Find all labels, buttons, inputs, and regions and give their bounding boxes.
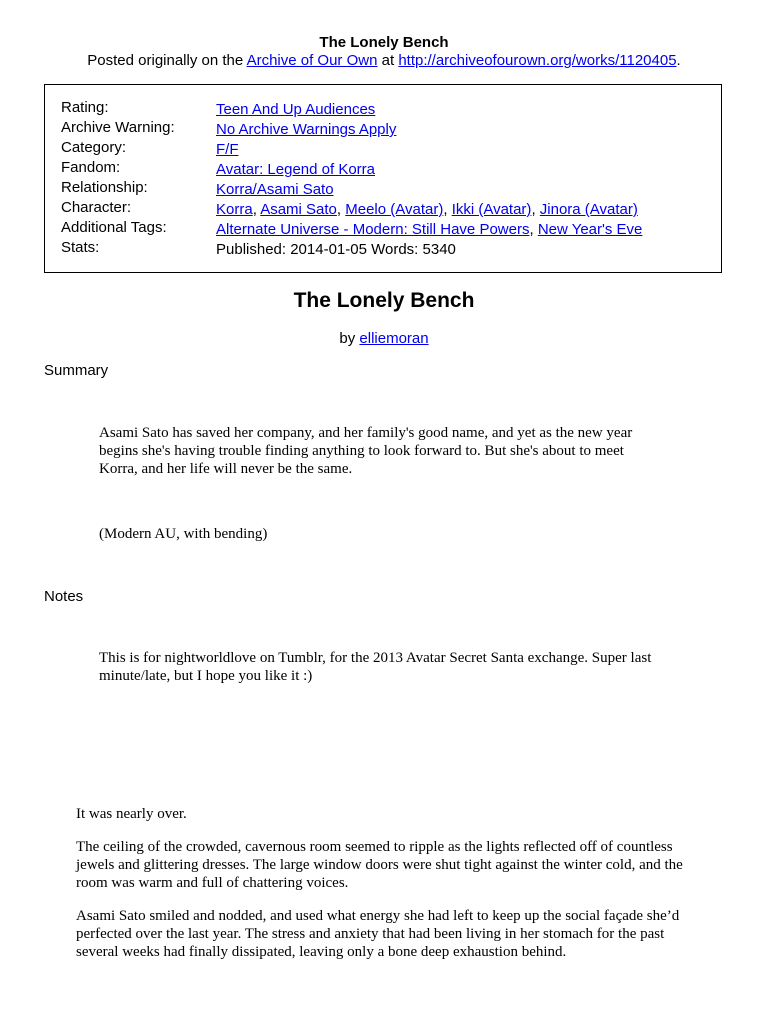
work-url-link[interactable]: http://archiveofourown.org/works/1120405 bbox=[398, 52, 677, 69]
summary-paragraph: Asami Sato has saved her company, and her family's good name, and yet as the new year begins she's having trouble finding anything to look forward to. But she's about to meet Korra, and her life will never be the same. bbox=[99, 425, 633, 477]
character-link-meelo[interactable]: Meelo (Avatar) bbox=[345, 201, 444, 218]
character-link-ikki[interactable]: Ikki (Avatar) bbox=[451, 201, 532, 218]
warning-link[interactable]: No Archive Warnings Apply bbox=[216, 121, 397, 138]
stats-value: Published: 2014-01-05 Words: 5340 bbox=[216, 241, 456, 258]
story-paragraph: Asami Sato smiled and nodded, and used what energy she had left to keep up the social façade she’d perfected over the last year. The stress and anxiety that had been living in her stomach for the past several weeks had finally dissipated, leaving only a bone deep exhaustion behind. bbox=[76, 908, 680, 960]
author-link[interactable]: elliemoran bbox=[359, 330, 429, 347]
notes-text bbox=[99, 649, 659, 685]
relationship-link[interactable]: Korra/Asami Sato bbox=[216, 181, 334, 198]
tag-link-modern-au[interactable]: Alternate Universe - Modern: Still Have Powers bbox=[216, 221, 530, 238]
notes-heading: Notes bbox=[44, 588, 84, 605]
period: . bbox=[676, 52, 681, 69]
warning-label: Archive Warning: bbox=[61, 119, 175, 136]
separator: , bbox=[443, 201, 452, 218]
character-link-jinora[interactable]: Jinora (Avatar) bbox=[539, 201, 638, 218]
story-paragraph: The ceiling of the crowded, cavernous room seemed to ripple as the lights reflected off of countless jewels and glittering dresses. The large window doors were shut tight against the winter cold, and the room was warm and full of chattering voices. bbox=[76, 839, 683, 891]
character-link-korra[interactable]: Korra bbox=[216, 201, 253, 218]
posted-originally-line bbox=[0, 52, 768, 69]
fandom-link[interactable]: Avatar: Legend of Korra bbox=[216, 161, 375, 178]
archive-of-our-own-link[interactable]: Archive of Our Own bbox=[246, 52, 378, 69]
category-label: Category: bbox=[61, 139, 127, 156]
character-label: Character: bbox=[61, 199, 132, 216]
at-text: at bbox=[377, 52, 399, 69]
tags-label: Additional Tags: bbox=[61, 219, 167, 236]
tag-link-new-years-eve[interactable]: New Year's Eve bbox=[537, 221, 643, 238]
story-paragraph: It was nearly over. bbox=[76, 806, 187, 822]
document-header-title: The Lonely Bench bbox=[319, 34, 449, 51]
rating-link[interactable]: Teen And Up Audiences bbox=[216, 101, 376, 118]
rating-label: Rating: bbox=[61, 99, 109, 116]
byline bbox=[0, 330, 768, 347]
summary-text bbox=[99, 424, 659, 543]
separator: , bbox=[252, 201, 261, 218]
separator: , bbox=[529, 221, 538, 238]
notes-paragraph: This is for nightworldlove on Tumblr, for the 2013 Avatar Secret Santa exchange. Super last minute/late, but I hope you like it :) bbox=[99, 650, 652, 684]
character-link-asami[interactable]: Asami Sato bbox=[260, 201, 337, 218]
relationship-label: Relationship: bbox=[61, 179, 148, 196]
summary-paragraph: (Modern AU, with bending) bbox=[99, 526, 268, 542]
work-title: The Lonely Bench bbox=[293, 289, 475, 312]
separator: , bbox=[336, 201, 346, 218]
summary-heading: Summary bbox=[44, 362, 109, 379]
work-metadata-box bbox=[44, 84, 722, 273]
story-body bbox=[76, 805, 700, 961]
separator: , bbox=[531, 201, 540, 218]
by-text: by bbox=[339, 330, 360, 347]
posted-prefix: Posted originally on the bbox=[87, 52, 247, 69]
fandom-label: Fandom: bbox=[61, 159, 121, 176]
stats-label: Stats: bbox=[61, 239, 100, 256]
category-link[interactable]: F/F bbox=[216, 141, 239, 158]
